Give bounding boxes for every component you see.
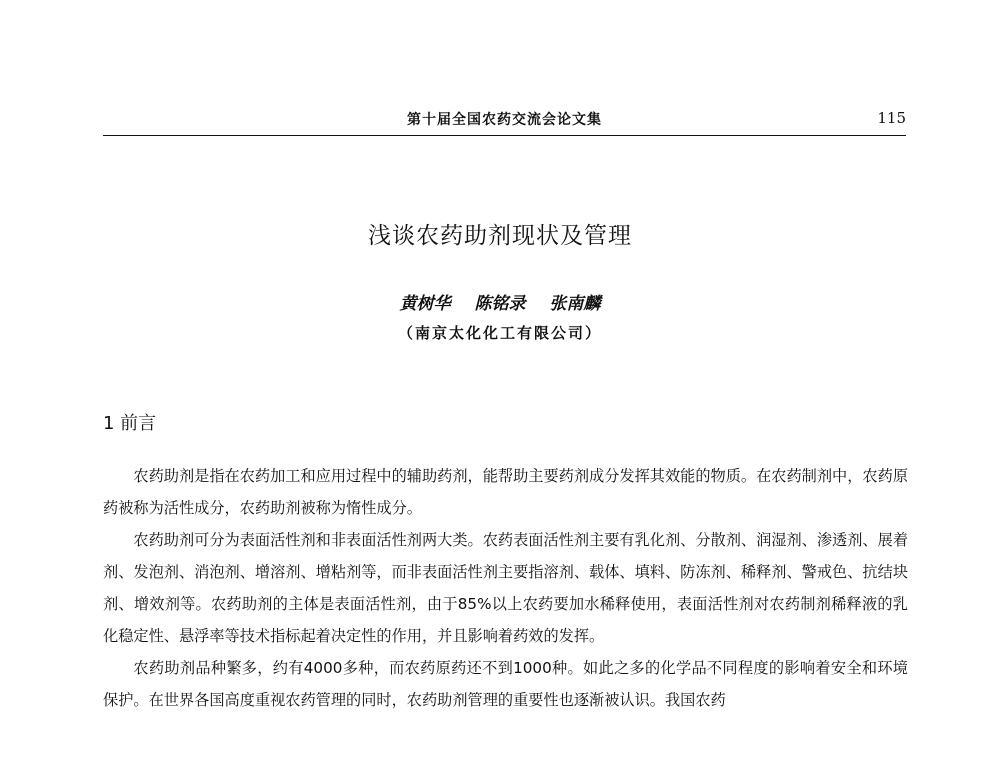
body-text bbox=[103, 460, 908, 716]
paragraph: 农药助剂可分为表面活性剂和非表面活性剂两大类。农药表面活性剂主要有乳化剂、分散剂、润湿剂、渗透剂、展着剂、发泡剂、消泡剂、增溶剂、增粘剂等，而非表面活性剂主要指溶剂、载体、填料、防冻剂、稀释剂、警戒色、抗结块剂、增效剂等。农药助剂的主体是表面活性剂，由于85%以上农药要加水稀释使用，表面活性剂对农药制剂稀释液的乳化稳定性、悬浮率等技术指标起着决定性的作用，并且影响着药效的发挥。 bbox=[103, 531, 908, 645]
running-header bbox=[103, 107, 906, 136]
paragraph: 农药助剂品种繁多，约有4000多种，而农药原药还不到1000种。如此之多的化学品不同程度的影响着安全和环境保护。在世界各国高度重视农药管理的同时，农药助剂管理的重要性也逐渐被认识。我国农药 bbox=[103, 659, 908, 709]
author-name: 张南麟 bbox=[549, 294, 601, 314]
affiliation: （南京太化化工有限公司） bbox=[397, 324, 602, 342]
journal-title: 第十届全国农药交流会论文集 bbox=[407, 112, 602, 128]
page-number: 115 bbox=[877, 109, 906, 127]
author-list bbox=[0, 289, 1000, 314]
author-name: 陈铭录 bbox=[474, 294, 526, 314]
paper-title: 浅谈农药助剂现状及管理 bbox=[368, 223, 632, 249]
section-heading: 1 前言 bbox=[103, 413, 157, 434]
author-name: 黄树华 bbox=[399, 294, 451, 314]
paragraph: 农药助剂是指在农药加工和应用过程中的辅助药剂，能帮助主要药剂成分发挥其效能的物质。在农药制剂中，农药原药被称为活性成分，农药助剂被称为惰性成分。 bbox=[103, 467, 908, 517]
